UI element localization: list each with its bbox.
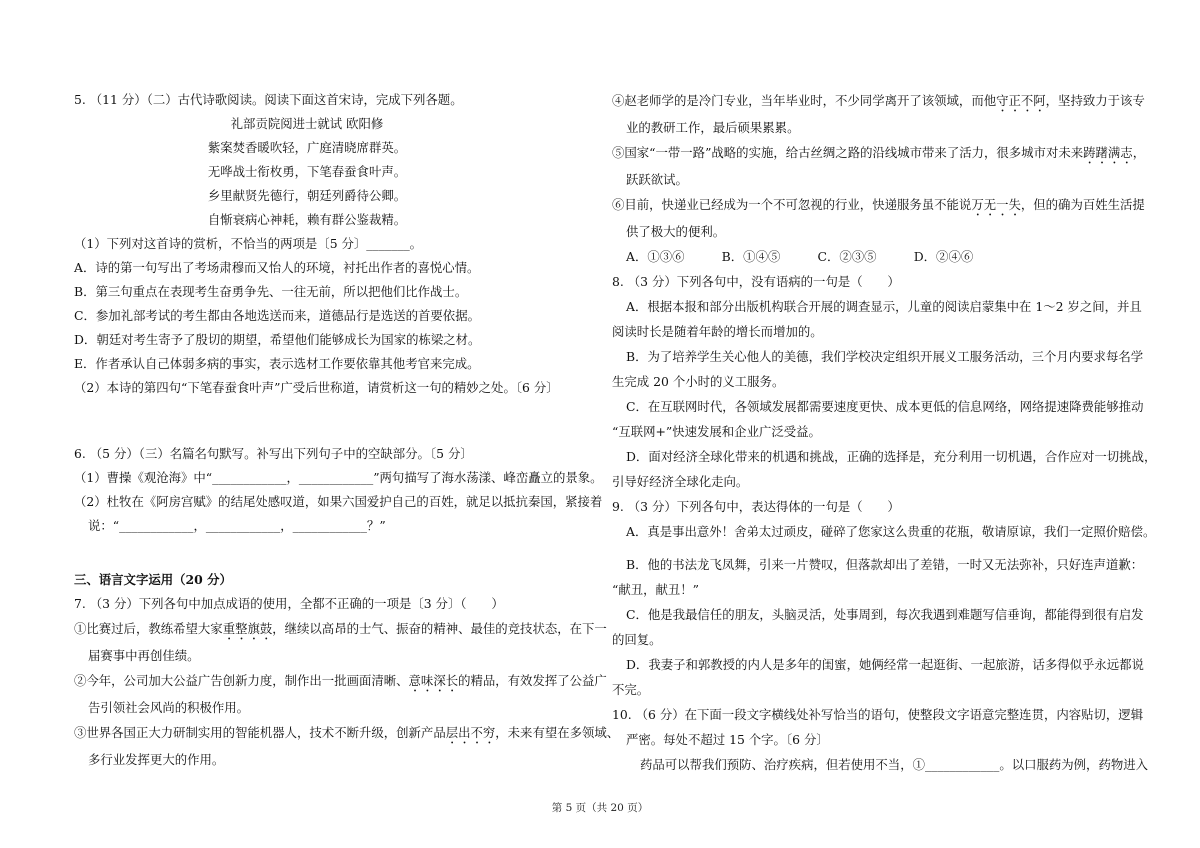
q8-option-b: B．为了培养学生关心他人的美德，我们学校决定组织开展义工服务活动，三个月内要求每名学: [626, 349, 1144, 364]
q7-item-5: ⑤国家“一带一路”战略的实施，给古丝绸之路的沿线城市带来了活力，很多城市对未来踌躇满志，: [612, 145, 1146, 160]
q9-option-a: A．真是事出意外！舍弟太过顽皮，碰碎了您家这么贵重的花瓶，敬请原谅，我们一定照价赔偿。: [626, 524, 1156, 539]
spacer: [74, 538, 594, 568]
q8-option-d-cont: 引导好经济全球化走向。: [612, 474, 749, 489]
emphasized-idiom: 层出不穷: [445, 725, 496, 740]
q8-option-d: D．面对经济全球化带来的机遇和挑战，正确的选择是，充分利用一切机遇，合作应对一切挑战，: [626, 449, 1157, 464]
q7-item-4: ④赵老师学的是冷门专业，当年毕业时，不少同学离开了该领域，而他守正不阿，坚持致力于该专: [612, 93, 1145, 108]
poem-line: 无哗战士衔枚勇，下笔春蚕食叶声。: [207, 164, 407, 179]
poem-line: 紫案焚香暖吹轻，广庭清晓席群英。: [207, 140, 407, 155]
q10-intro: 10. （6 分）在下面一段文字横线处补写恰当的语句，使整段文字语意完整连贯，内容贴切，逻辑: [612, 707, 1144, 722]
q5-option: C．参加礼部考试的考生都由各地选送而来，道德品行是选送的首要依据。: [74, 308, 480, 323]
page-footer: 第 5 页（共 20 页）: [551, 802, 649, 814]
q7-item-4-cont: 业的教研工作，最后硕果累累。: [626, 120, 800, 135]
answer-space: [74, 400, 594, 442]
poem-title: 礼部贡院阅进士就试 欧阳修: [230, 116, 384, 131]
q7-item-2-cont: 告引领社会风尚的积极作用。: [88, 700, 250, 715]
q10-passage: 药品可以帮我们预防、治疗疾病，但若使用不当，①____________。以口服药为例，药物进入: [640, 757, 1149, 772]
q8-option-a: A．根据本报和部分出版机构联合开展的调查显示，儿童的阅读启蒙集中在 1～2 岁之间，并且: [626, 299, 1142, 314]
q5-option: A．诗的第一句写出了考场肃穆而又怡人的环境，衬托出作者的喜悦心情。: [74, 260, 480, 275]
q7-options: A．①③⑥ B．①④⑤ C．②③⑤ D．②④⑥: [626, 249, 974, 264]
poem-line: 乡里献贤先德行，朝廷列爵待公卿。: [207, 188, 407, 203]
emphasized-idiom: 万无一失: [971, 197, 1021, 212]
q7-item-5-cont: 跃跃欲试。: [626, 172, 688, 187]
q10-intro-cont: 严密。每处不超过 15 个字。〔6 分〕: [626, 732, 829, 747]
q7-item-2: ②今年，公司加大公益广告创新力度，制作出一批画面清晰、意味深长的精品，有效发挥了公益广: [74, 673, 607, 688]
q8-option-c: C．在互联网时代，各领域发展都需要速度更快、成本更低的信息网络，网络提速降费能够推动: [626, 399, 1144, 414]
section-heading: 三、语言文字运用（20 分）: [74, 572, 232, 587]
q7-item-6: ⑥目前，快递业已经成为一个不可忽视的行业，快递服务虽不能说万无一失，但的确为百姓生活提: [612, 197, 1145, 212]
spacer: [612, 544, 1130, 552]
q8-option-b-cont: 生完成 20 个小时的义工服务。: [612, 374, 785, 389]
emphasized-idiom: 守正不阿: [996, 93, 1046, 108]
q5-part1: （1）下列对这首诗的赏析，不恰当的两项是〔5 分〕_______。: [74, 236, 423, 251]
q9-option-c-cont: 的回复。: [612, 632, 662, 647]
q6-part2: （2）杜牧在《阿房宫赋》的结尾处感叹道，如果六国爱护自己的百姓，就足以抵抗秦国，紧接着: [74, 494, 603, 509]
right-column: [612, 88, 1157, 777]
q7-intro: 7. （3 分）下列各句中加点成语的使用，全都不正确的一项是〔3 分〕（ ）: [74, 596, 504, 611]
q9-option-d: D．我妻子和郭教授的内人是多年的闺蜜，她俩经常一起逛街、一起旅游，话多得似乎永远都说: [626, 657, 1144, 672]
q7-item-3-cont: 多行业发挥更大的作用。: [88, 752, 225, 767]
q7-item-1: ①比赛过后，教练希望大家重整旗鼓，继续以高昂的士气、振奋的精神、最佳的竞技状态，在下一: [74, 621, 607, 636]
left-column: [74, 88, 620, 772]
q9-intro: 9. （3 分）下列各句中，表达得体的一句是（ ）: [612, 499, 900, 514]
q6-intro: 6. （5 分）（三）名篇名句默写。补写出下列句子中的空缺部分。〔5 分〕: [74, 446, 473, 461]
q7-item-6-cont: 供了极大的便利。: [626, 224, 726, 239]
q9-option-d-cont: 不完。: [612, 682, 650, 697]
q5-option: B．第三句重点在表现考生奋勇争先、一往无前，所以把他们比作战士。: [74, 284, 468, 299]
q9-option-b-cont: “献丑，献丑！”: [612, 582, 700, 597]
q5-part2: （2）本诗的第四句“下笔春蚕食叶声”广受后世称道，请赏析这一句的精妙之处。〔6 分〕: [74, 380, 559, 395]
q5-intro: 5. （11 分）（二）古代诗歌阅读。阅读下面这首宋诗，完成下列各题。: [74, 92, 463, 107]
q9-option-b: B．他的书法龙飞凤舞，引来一片赞叹，但落款却出了差错，一时又无法弥补，只好连声道歉：: [626, 557, 1144, 572]
emphasized-idiom: 重整旗鼓: [222, 621, 273, 636]
q8-option-a-cont: 阅读时长是随着年龄的增长而增加的。: [612, 324, 823, 339]
q8-intro: 8. （3 分）下列各句中，没有语病的一句是（ ）: [612, 274, 900, 289]
q6-part2-cont: 说：“____________，____________，____________？”: [88, 518, 386, 533]
q6-part1: （1）曹操《观沧海》中“____________，____________”两句描写了海水荡漾、峰峦矗立的景象。: [74, 470, 603, 485]
emphasized-idiom: 踌躇满志: [1083, 145, 1133, 160]
poem-line: 自惭衰病心神耗，赖有群公鉴裁精。: [207, 212, 407, 227]
emphasized-idiom: 意味深长: [408, 673, 459, 688]
q7-item-1-cont: 届赛事中再创佳绩。: [88, 648, 200, 663]
q7-item-3: ③世界各国正大力研制实用的智能机器人，技术不断升级，创新产品层出不穷，未来有望在多领域、: [74, 725, 620, 740]
q8-option-c-cont: “互联网+”快速发展和企业广泛受益。: [612, 424, 821, 439]
q5-option: E．作者承认自己体弱多病的事实，表示选材工作要依靠其他考官来完成。: [74, 356, 480, 371]
q5-option: D．朝廷对考生寄予了殷切的期望，希望他们能够成长为国家的栋梁之材。: [74, 332, 481, 347]
q9-option-c: C．他是我最信任的朋友，头脑灵活，处事周到，每次我遇到难题写信垂询，都能得到很有启发: [626, 607, 1144, 622]
